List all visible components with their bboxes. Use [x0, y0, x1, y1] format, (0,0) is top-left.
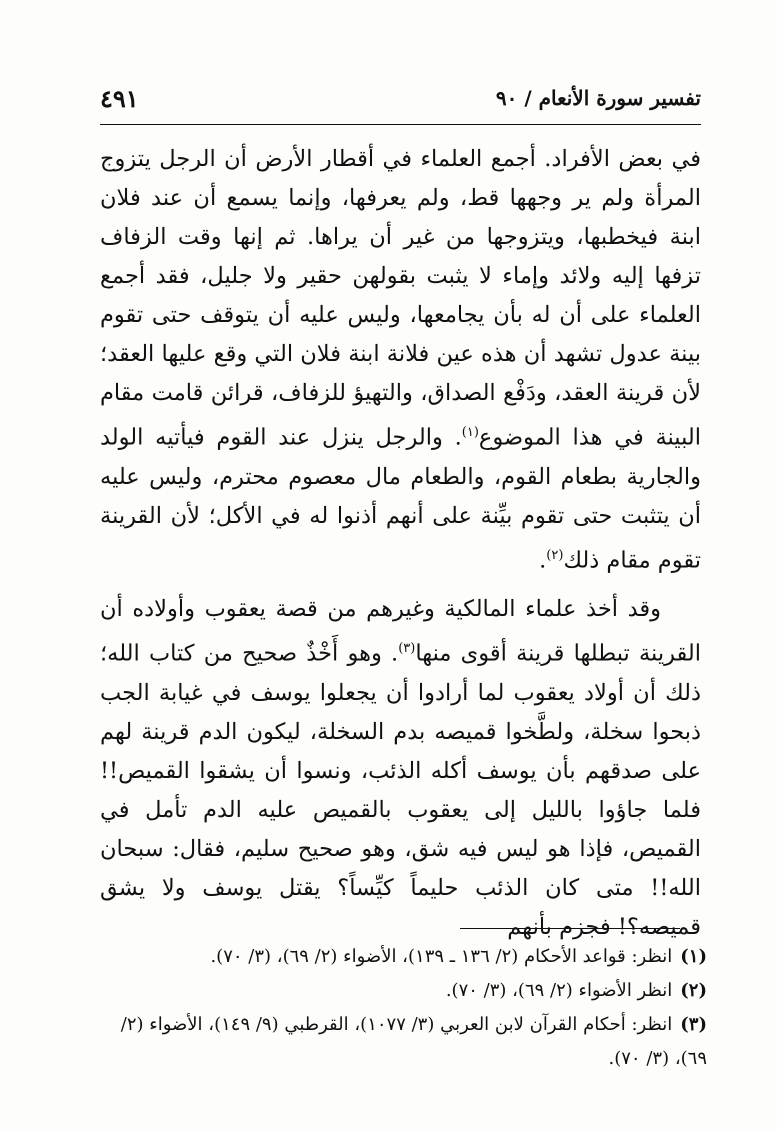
footnote-1-text: انظر: قواعد الأحكام (٢/ ١٣٦ ـ ١٣٩)، الأضواء (٢/ ٦٩)، (٣/ ٧٠). [210, 946, 673, 967]
paragraph-1 [100, 140, 701, 580]
footnote-2 [100, 974, 707, 1008]
paragraph-2-text-a: وقد أخذ علماء المالكية وغيرهم من قصة يعقوب وأولاده أن القرينة تبطلها قرينة أقوى منها [100, 596, 701, 667]
footnote-ref-2: (٢) [546, 547, 564, 563]
footnote-rule [460, 928, 680, 929]
footnote-2-number: (٢) [680, 980, 707, 1001]
paragraph-2 [100, 590, 701, 947]
paragraph-1-text-b: . والرجل ينزل عند القوم فيأتيه الولد والجارية بطعام القوم، والطعام مال معصوم محترم، وليس عليه أن يتثبت حتى تقوم بيِّنة على أنهم أذنوا له في الأكل؛ لأن القرينة تقوم مقام ذلك [100, 424, 701, 573]
paragraph-2-text-b: . وهو أَخْذٌ صحيح من كتاب الله؛ ذلك أن أولاد يعقوب لما أرادوا أن يجعلوا يوسف في غيابة الجب ذبحوا سخلة، ولطَّخوا قميصه بدم السخلة، ليكون الدم قرينة لهم على صدقهم بأن يوسف أكله الذئب، ونسوا أن يشقوا القميص!! فلما جاؤوا بالليل إلى يعقوب بالقميص عليه الدم تأمل في القميص، فإذا هو ليس فيه شق، وهو صحيح سليم، فقال: سبحان الله!! متى كان الذئب حليماً كيِّساً؟ يقتل يوسف ولا يشق قميصه؟! فجزم بأنهم [100, 640, 701, 940]
footnote-ref-3: (٣) [398, 641, 416, 656]
footnote-3-text: انظر: أحكام القرآن لابن العربي (٣/ ١٠٧٧)، القرطبي (٩/ ١٤٩)، الأضواء (٢/ ٦٩)، (٣/ ٧٠). [120, 1014, 707, 1069]
paragraph-1-text-c: . [539, 547, 547, 573]
header-rule [100, 124, 701, 125]
paragraph-1-text-a: في بعض الأفراد. أجمع العلماء في أقطار الأرض أن الرجل يتزوج المرأة ولم ير وجهها قط، ولم يعرفها، وإنما يسمع أن عند فلان ابنة فيخطبها، ويتزوجها من غير أن يراها. ثم إنها وقت الزفاف تزفها إليه ولائد وإماء لا يثبت بقولهن حقير ولا جليل، فقد أجمع العلماء على أن له بأن يجامعها، وليس عليه أن يتوقف حتى تقوم بينة عدول تشهد أن هذه عين فلانة ابنة فلان التي وقع عليها العقد؛ لأن قرينة العقد، ودَفْع الصداق، والتهيؤ للزفاف، قرائن قامت مقام البينة في هذا الموضوع [100, 146, 702, 451]
footnotes [100, 940, 707, 1076]
footnote-1 [100, 940, 707, 974]
footnote-3-number: (٣) [680, 1014, 707, 1035]
footnote-ref-1: (١) [461, 425, 479, 440]
footnote-3 [100, 1008, 707, 1076]
footnote-2-text: انظر الأضواء (٢/ ٦٩)، (٣/ ٧٠). [445, 980, 673, 1001]
footnote-1-number: (١) [680, 946, 707, 967]
page-header [100, 78, 701, 118]
running-title: تفسير سورة الأنعام / ٩٠ [495, 86, 701, 110]
page-number: ٤٩١ [100, 83, 139, 113]
